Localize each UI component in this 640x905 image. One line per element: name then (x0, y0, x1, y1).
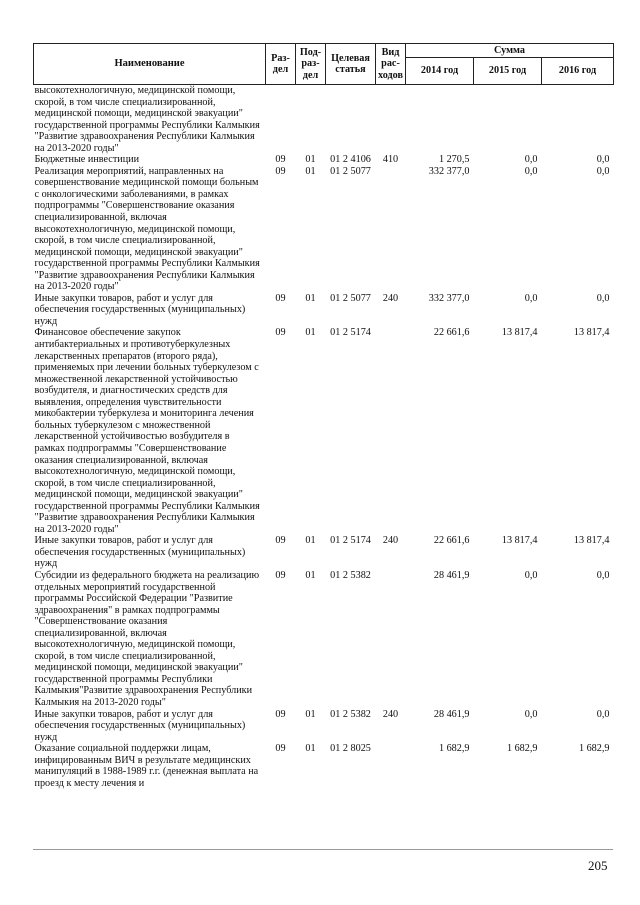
row-vid (376, 327, 406, 535)
row-target: 01 2 5174 (330, 327, 371, 339)
row-target (326, 85, 376, 155)
row-sum-2014: 332 377,0 (428, 292, 470, 304)
page-number: 205 (588, 858, 608, 873)
row-target: 01 2 4106 (330, 154, 371, 166)
row-razdel: 09 (275, 165, 286, 177)
row-name: Иные закупки товаров, работ и услуг для обеспечения государственных (муниципальных) нужд (34, 535, 246, 570)
row-sum-2014: 28 461,9 (433, 708, 470, 720)
table-row (34, 743, 614, 789)
row-podrazdel: 01 (305, 154, 316, 166)
row-vid: 240 (382, 292, 399, 304)
col-header-podrazdel: Под-раз-дел (296, 44, 326, 85)
row-sum-2014: 1 270,5 (438, 154, 470, 166)
row-sum-2014: 22 661,6 (433, 535, 470, 547)
row-vid: 240 (382, 708, 399, 720)
table-row (34, 327, 614, 535)
col-header-2016: 2016 год (542, 58, 614, 85)
row-sum-2016: 0,0 (596, 165, 610, 177)
row-target: 01 2 5382 (330, 569, 371, 581)
row-sum-2015: 13 817,4 (501, 535, 538, 547)
row-sum-2014: 22 661,6 (433, 327, 470, 339)
row-vid (376, 85, 406, 155)
col-header-2015: 2015 год (474, 58, 542, 85)
table-row (34, 570, 614, 709)
row-vid: 410 (382, 154, 399, 166)
row-vid (376, 570, 406, 709)
row-razdel: 09 (275, 743, 286, 755)
row-name: Финансовое обеспечение закупок антибактериальных и противотуберкулезных лекарственных препаратов (второго ряда), применяемых при лечении больных туберкулезом с множественной лекарственной устойчивостью возбудителя, и диагностических средств для выявления, определения чувствительности микобактерии туберкулеза и мониторинга лечения больных туберкулезом с множественной лекарственной устойчивостью возбудителя в рамках подпрограммы "Совершенствование оказания специализированной, включая высокотехнологичную, медицинской помощи, скорой, в том числе специализированной, медицинской помощи, медицинской эвакуации" государственной программы Республики Калмыкия "Развитие здравоохранения Республики Калмыкия на 2013-2020 годы" (34, 327, 260, 535)
row-sum-2014 (406, 85, 474, 155)
row-sum-2015 (474, 85, 542, 155)
col-header-name: Наименование (34, 44, 266, 85)
row-podrazdel: 01 (305, 569, 316, 581)
row-razdel (266, 85, 296, 155)
table-row (34, 154, 614, 166)
row-sum-2015: 13 817,4 (501, 327, 538, 339)
row-name: Оказание социальной поддержки лицам, инфицированным ВИЧ в результате медицинских манипуляций в 1988-1989 г.г. (денежная выплата на проезд к месту лечения и (34, 743, 259, 789)
row-sum-2014: 332 377,0 (428, 165, 470, 177)
row-razdel: 09 (275, 292, 286, 304)
row-sum-2014: 1 682,9 (438, 743, 470, 755)
row-sum-2015: 0,0 (524, 569, 538, 581)
row-sum-2016 (542, 85, 614, 155)
table-row (34, 85, 614, 155)
row-sum-2016: 0,0 (596, 569, 610, 581)
budget-table (33, 43, 614, 789)
row-razdel: 09 (275, 327, 286, 339)
table-row (34, 709, 614, 744)
table-bottom-edge (33, 849, 613, 850)
row-sum-2016: 13 817,4 (573, 535, 610, 547)
row-sum-2016: 0,0 (596, 292, 610, 304)
table-body (34, 85, 614, 790)
row-target: 01 2 5382 (330, 708, 371, 720)
row-sum-2015: 0,0 (524, 154, 538, 166)
row-target: 01 2 5174 (330, 535, 371, 547)
row-vid (376, 166, 406, 293)
col-header-sum: Сумма (406, 44, 614, 58)
row-vid (376, 743, 406, 789)
table-header (34, 44, 614, 85)
budget-sheet (33, 43, 613, 789)
row-podrazdel: 01 (305, 743, 316, 755)
row-podrazdel: 01 (305, 327, 316, 339)
row-sum-2016: 1 682,9 (578, 743, 610, 755)
row-sum-2016: 13 817,4 (573, 327, 610, 339)
row-razdel: 09 (275, 569, 286, 581)
row-sum-2015: 0,0 (524, 165, 538, 177)
row-razdel: 09 (275, 535, 286, 547)
row-vid: 240 (382, 535, 399, 547)
table-row (34, 535, 614, 570)
row-name: Реализация мероприятий, направленных на совершенствование медицинской помощи больным с онкологическими заболеваниями, в рамках подпрограммы "Совершенствование оказания специализированной, включая высокотехнологичную, медицинской помощи, скорой, в том числе специализированной, медицинской помощи, медицинской эвакуации" государственной программы Республики Калмыкия "Развитие здравоохранения Республики Калмыкия на 2013-2020 годы" (34, 165, 260, 293)
row-name: Иные закупки товаров, работ и услуг для обеспечения государственных (муниципальных) нужд (34, 708, 246, 743)
row-podrazdel: 01 (305, 292, 316, 304)
row-razdel: 09 (275, 154, 286, 166)
row-sum-2016: 0,0 (596, 154, 610, 166)
col-header-2014: 2014 год (406, 58, 474, 85)
row-sum-2015: 1 682,9 (506, 743, 538, 755)
row-name: Иные закупки товаров, работ и услуг для обеспечения государственных (муниципальных) нужд (34, 292, 246, 327)
row-target: 01 2 5077 (330, 292, 371, 304)
col-header-vid: Вид рас-ходов (376, 44, 406, 85)
row-sum-2016: 0,0 (596, 708, 610, 720)
col-header-target: Целевая статья (326, 44, 376, 85)
row-sum-2015: 0,0 (524, 708, 538, 720)
row-target: 01 2 8025 (330, 743, 371, 755)
row-name: высокотехнологичную, медицинской помощи, скорой, в том числе специализированной, медицинской помощи, медицинской эвакуации" государственной программы Республики Калмыкия "Развитие здравоохранения Республики Калмыкия на 2013-2020 годы" (34, 85, 260, 154)
table-row (34, 293, 614, 328)
row-sum-2015: 0,0 (524, 292, 538, 304)
row-podrazdel: 01 (305, 165, 316, 177)
row-podrazdel: 01 (305, 535, 316, 547)
row-sum-2014: 28 461,9 (433, 569, 470, 581)
table-row (34, 166, 614, 293)
row-target: 01 2 5077 (330, 165, 371, 177)
row-name: Бюджетные инвестиции (34, 154, 140, 166)
row-name: Субсидии из федерального бюджета на реализацию отдельных мероприятий государственной программы Российской Федерации "Развитие здравоохранения" в рамках подпрограммы "Совершенствование оказания специализированной, включая высокотехнологичную, медицинской помощи, скорой, в том числе специализированной, медицинской помощи, медицинской эвакуации" государственной программы Республики Калмыкия"Развитие здравоохранения Республики Калмыкия на 2013-2020 годы" (34, 569, 260, 708)
row-podrazdel: 01 (305, 708, 316, 720)
row-podrazdel (296, 85, 326, 155)
row-razdel: 09 (275, 708, 286, 720)
col-header-razdel: Раз-дел (266, 44, 296, 85)
